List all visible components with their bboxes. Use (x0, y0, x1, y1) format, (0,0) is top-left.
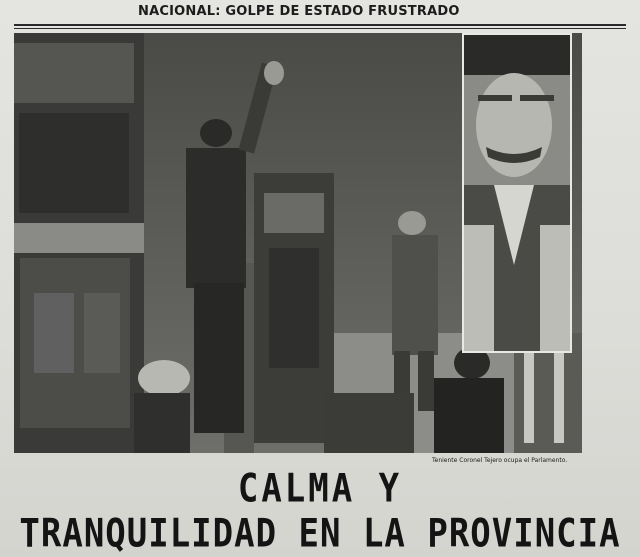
main-photo (14, 33, 582, 453)
headline-line-1: CALMA Y (237, 466, 403, 512)
portrait-illustration (464, 35, 570, 351)
header-rule-thin (14, 28, 626, 29)
inset-portrait (462, 33, 572, 353)
header-rule (14, 24, 626, 26)
headline-line-2: TRANQUILIDAD EN LA PROVINCIA (19, 511, 621, 557)
photo-caption: Teniente Coronel Tejero ocupa el Parlamento. (432, 457, 568, 464)
section-header: NACIONAL: GOLPE DE ESTADO FRUSTRADO (138, 4, 460, 19)
